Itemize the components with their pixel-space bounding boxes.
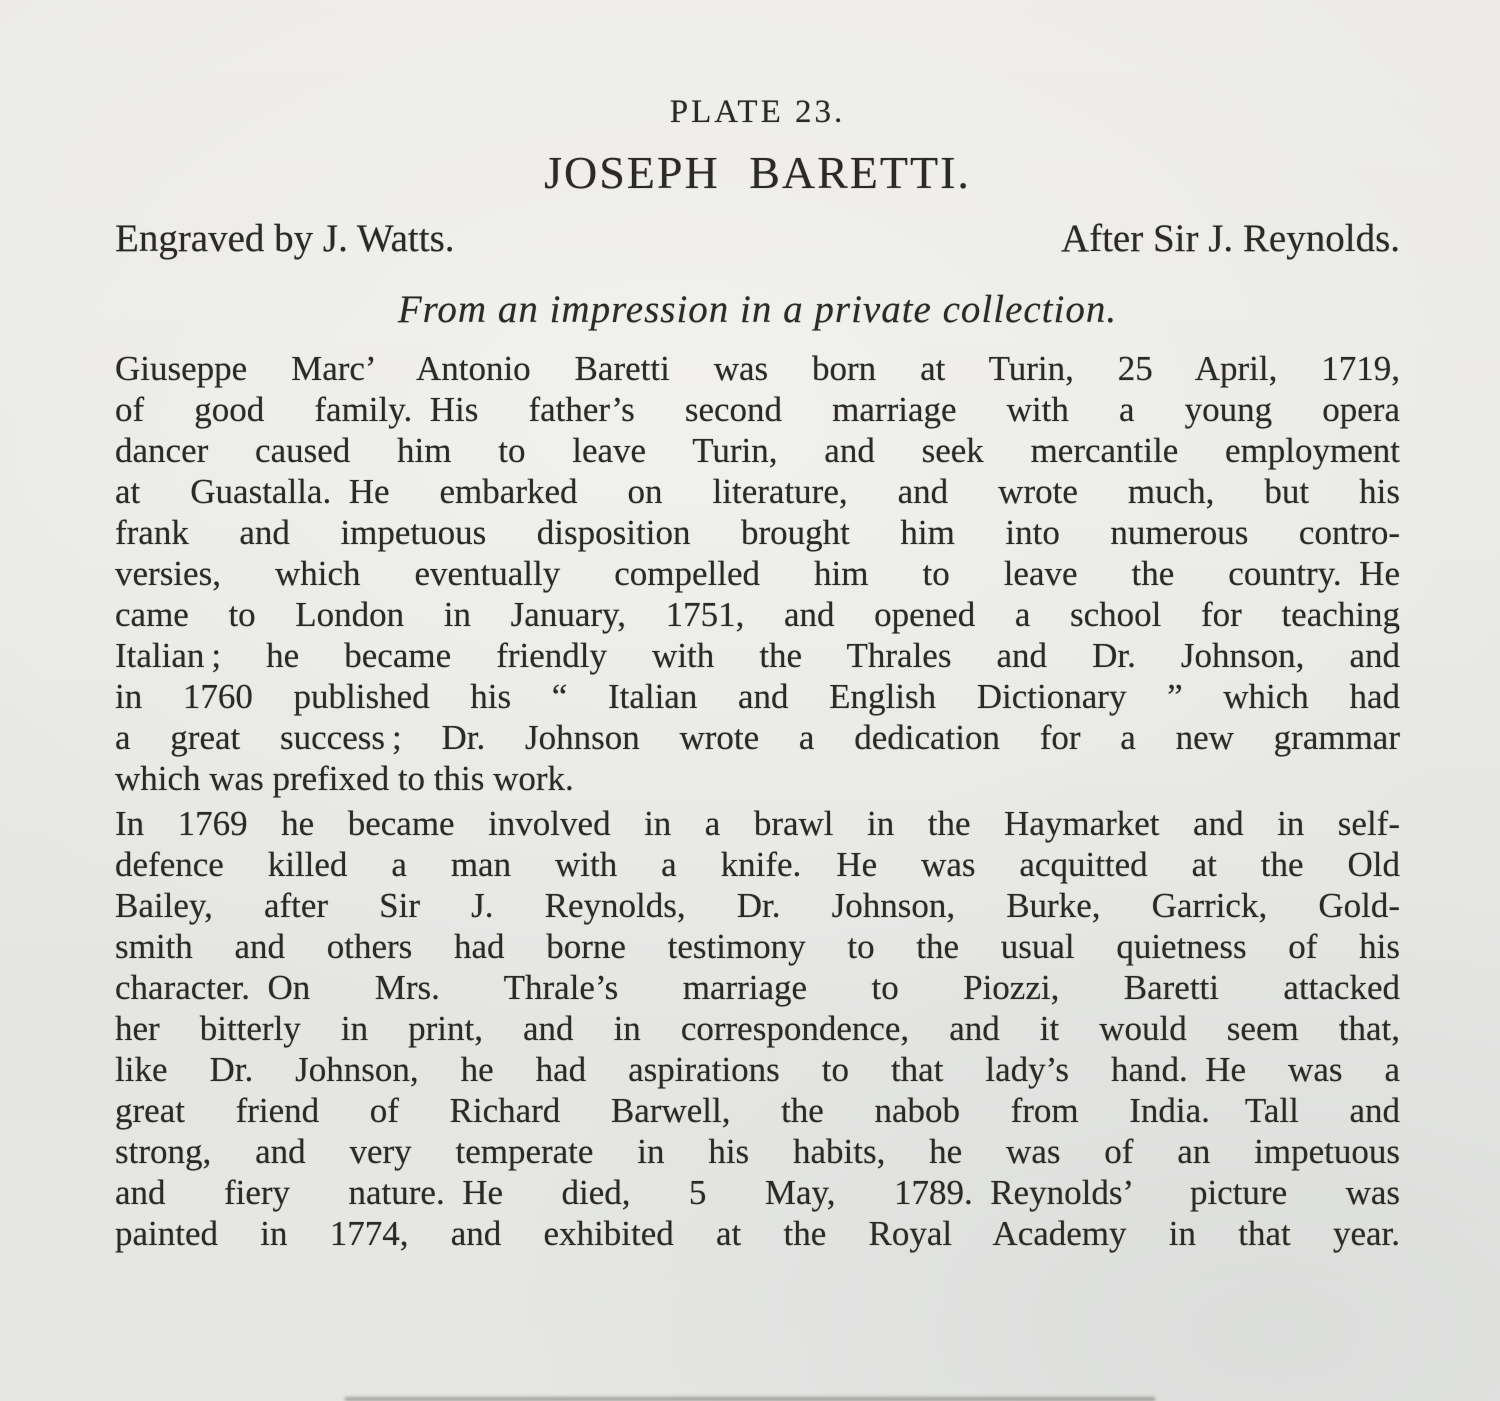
page-title: JOSEPH BARETTI.: [544, 147, 971, 198]
text-line: smith and others had borne testimony to the usual quietness of his: [115, 927, 1400, 966]
text-line: Giuseppe Marc’ Antonio Baretti was born at Turin, 25 April, 1719,: [115, 349, 1400, 388]
text-line: at Guastalla. He embarked on literature, and wrote much, but his: [115, 472, 1400, 511]
text-line: versies, which eventually compelled him to leave the country. He: [115, 554, 1400, 593]
text-line: painted in 1774, and exhibited at the Royal Academy in that year.: [115, 1214, 1400, 1253]
text-line: In 1769 he became involved in a brawl in the Haymarket and in self-: [115, 804, 1400, 843]
paragraph-biography-1: [115, 348, 1400, 799]
text-line: like Dr. Johnson, he had aspirations to that lady’s hand. He was a: [115, 1050, 1400, 1089]
text-line: in 1760 published his “ Italian and English Dictionary ” which had: [115, 677, 1400, 716]
text-line: dancer caused him to leave Turin, and seek mercantile employment: [115, 431, 1400, 470]
body-text: [115, 348, 1400, 1254]
text-line: of good family. His father’s second marriage with a young opera: [115, 390, 1400, 429]
engraver-credit: Engraved by J. Watts.: [115, 217, 455, 260]
text-line: came to London in January, 1751, and opened a school for teaching: [115, 595, 1400, 634]
text-line: strong, and very temperate in his habits, he was of an impetuous: [115, 1132, 1400, 1171]
page-crop-artifact: [345, 1397, 1155, 1401]
text-line: frank and impetuous disposition brought him into numerous contro-: [115, 513, 1400, 552]
text-line: a great success ; Dr. Johnson wrote a dedication for a new grammar: [115, 718, 1400, 757]
text-line: Italian ; he became friendly with the Thrales and Dr. Johnson, and: [115, 636, 1400, 675]
text-line: and fiery nature. He died, 5 May, 1789. Reynolds’ picture was: [115, 1173, 1400, 1212]
text-line: which was prefixed to this work.: [115, 759, 574, 798]
credits-row: [115, 216, 1400, 261]
provenance-line: From an impression in a private collection.: [397, 288, 1118, 331]
paragraph-biography-2: [115, 803, 1400, 1254]
text-line: Bailey, after Sir J. Reynolds, Dr. Johnson, Burke, Garrick, Gold-: [115, 886, 1400, 925]
text-line: her bitterly in print, and in correspondence, and it would seem that,: [115, 1009, 1400, 1048]
text-line: defence killed a man with a knife. He was acquitted at the Old: [115, 845, 1400, 884]
text-line: character. On Mrs. Thrale’s marriage to Piozzi, Baretti attacked: [115, 968, 1400, 1007]
painter-credit: After Sir J. Reynolds.: [1060, 217, 1400, 260]
plate-number: PLATE 23.: [669, 94, 846, 130]
text-line: great friend of Richard Barwell, the nabob from India. Tall and: [115, 1091, 1400, 1130]
